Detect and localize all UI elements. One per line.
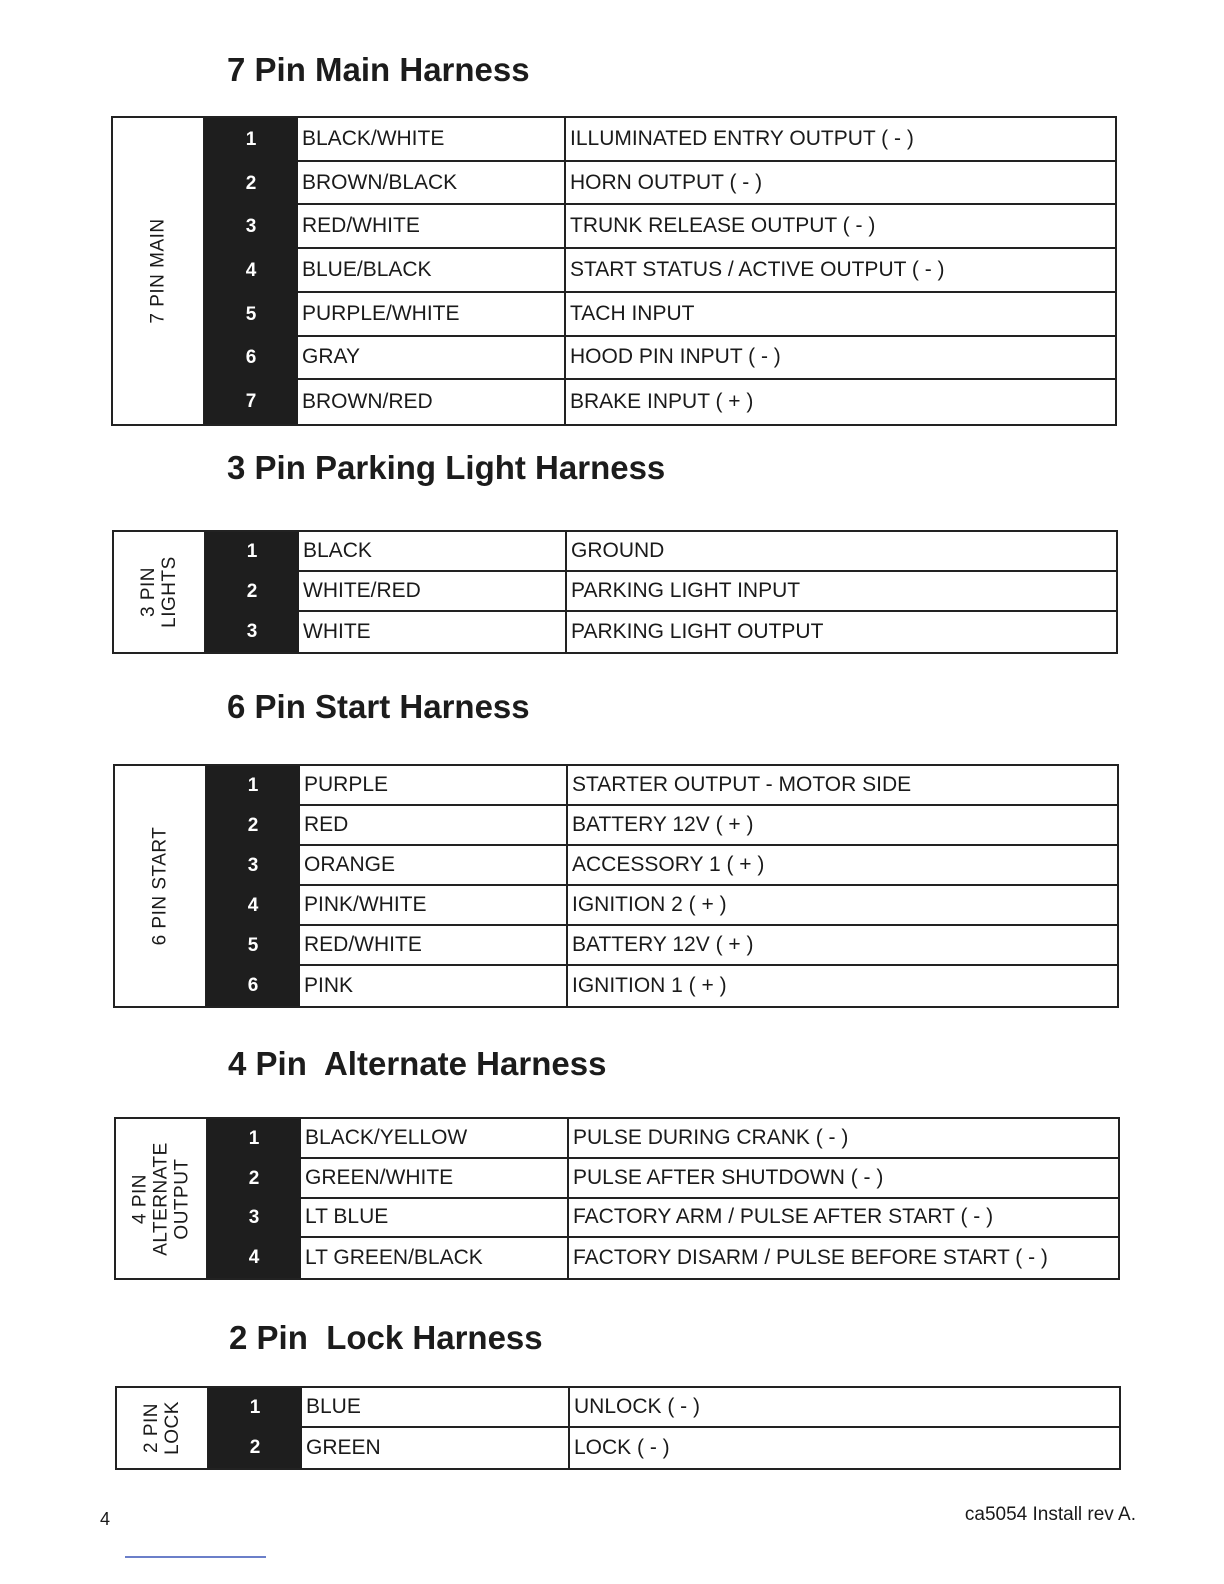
pin-rows (208, 1388, 1119, 1468)
wire-function: ILLUMINATED ENTRY OUTPUT ( - ) (566, 118, 1115, 162)
wire-color: PINK (300, 966, 568, 1006)
pin-number: 6 (206, 966, 300, 1006)
pin-number: 1 (208, 1388, 302, 1428)
wire-function: IGNITION 2 ( + ) (568, 886, 1117, 926)
pin-number: 2 (206, 806, 300, 846)
harness-table-4-pin-alternate (114, 1117, 1120, 1280)
pin-rows (207, 1119, 1118, 1278)
wire-color: PURPLE (300, 766, 568, 806)
pin-number: 2 (205, 572, 299, 612)
harness-side-label-cell (113, 118, 204, 424)
wire-function: BRAKE INPUT ( + ) (570, 390, 754, 414)
pin-number: 3 (205, 612, 299, 652)
wire-color: BLACK/WHITE (298, 118, 566, 162)
wire-function: IGNITION 1 ( + ) (572, 974, 727, 997)
wire-color: BROWN/RED (298, 380, 566, 424)
table-row (206, 806, 1117, 846)
wire-color: ORANGE (300, 846, 568, 886)
table-row (206, 966, 1117, 1006)
pin-number: 2 (204, 162, 298, 206)
pin-rows (204, 118, 1115, 424)
table-row (206, 846, 1117, 886)
wire-function: GROUND (567, 532, 1116, 572)
harness-side-label: 3 PIN LIGHTS (138, 556, 180, 628)
pin-number: 4 (204, 249, 298, 293)
harness-table-7-pin-main (111, 116, 1117, 426)
wire-function: LOCK ( - ) (574, 1436, 670, 1459)
table-row (207, 1238, 1118, 1278)
pin-number: 4 (207, 1238, 301, 1278)
wire-function: PULSE AFTER SHUTDOWN ( - ) (569, 1159, 1118, 1199)
table-row (204, 162, 1115, 206)
table-row (206, 886, 1117, 926)
table-row (204, 293, 1115, 337)
harness-side-label-cell (115, 766, 206, 1006)
wire-color: RED/WHITE (298, 205, 566, 249)
wire-color: RED (300, 806, 568, 846)
pin-number: 1 (207, 1119, 301, 1159)
table-row (208, 1388, 1119, 1428)
harness-side-label-cell (114, 532, 205, 652)
wire-color: LT GREEN/BLACK (301, 1238, 569, 1278)
wire-color: BLACK (299, 532, 567, 572)
wire-color: PURPLE/WHITE (298, 293, 566, 337)
wire-color: GREEN (302, 1428, 570, 1468)
wire-color: WHITE/RED (299, 572, 567, 612)
pin-number: 7 (204, 380, 298, 424)
table-row (205, 612, 1116, 652)
table-row (204, 118, 1115, 162)
table-row (207, 1119, 1118, 1159)
wire-function: PULSE DURING CRANK ( - ) (569, 1119, 1118, 1159)
pin-number: 2 (207, 1159, 301, 1199)
wire-function: UNLOCK ( - ) (570, 1388, 1119, 1428)
wire-function: BATTERY 12V ( + ) (568, 806, 1117, 846)
wire-function: HORN OUTPUT ( - ) (566, 162, 1115, 206)
table-row (207, 1159, 1118, 1199)
wire-function: HOOD PIN INPUT ( - ) (566, 337, 1115, 381)
section-title-6-pin-start: 6 Pin Start Harness (227, 688, 530, 725)
harness-side-label-cell (117, 1388, 208, 1468)
section-title-7-pin-main: 7 Pin Main Harness (227, 51, 530, 88)
wire-color: PINK/WHITE (300, 886, 568, 926)
wire-function: TACH INPUT (566, 293, 1115, 337)
section-title-3-pin-lights: 3 Pin Parking Light Harness (227, 449, 666, 486)
harness-table-3-pin-lights (112, 530, 1118, 654)
harness-side-label: 6 PIN START (149, 826, 171, 946)
table-row (208, 1428, 1119, 1468)
harness-table-2-pin-lock (115, 1386, 1121, 1470)
pin-number: 3 (206, 846, 300, 886)
harness-side-label-cell (116, 1119, 207, 1278)
harness-side-label: 7 PIN MAIN (147, 218, 169, 324)
harness-side-label: 4 PIN ALTERNATE OUTPUT (129, 1141, 193, 1256)
wire-color: BROWN/BLACK (298, 162, 566, 206)
pin-rows (206, 766, 1117, 1006)
pin-number: 3 (204, 205, 298, 249)
harness-side-label: 2 PIN LOCK (141, 1401, 183, 1455)
wire-function: ACCESSORY 1 ( + ) (568, 846, 1117, 886)
table-row (206, 766, 1117, 806)
table-row (204, 249, 1115, 293)
pin-number: 5 (204, 293, 298, 337)
wire-function: BATTERY 12V ( + ) (568, 926, 1117, 966)
table-row (206, 926, 1117, 966)
wire-function: PARKING LIGHT OUTPUT (571, 620, 824, 643)
wire-function: TRUNK RELEASE OUTPUT ( - ) (566, 205, 1115, 249)
table-row (205, 572, 1116, 612)
wire-color: GRAY (298, 337, 566, 381)
wire-function: START STATUS / ACTIVE OUTPUT ( - ) (566, 249, 1115, 293)
wire-color: WHITE (299, 612, 567, 652)
pin-number: 1 (206, 766, 300, 806)
wire-color: BLUE/BLACK (298, 249, 566, 293)
pin-number: 4 (206, 886, 300, 926)
pin-rows (205, 532, 1116, 652)
wire-function: FACTORY ARM / PULSE AFTER START ( - ) (569, 1199, 1118, 1239)
wire-color: LT BLUE (301, 1199, 569, 1239)
pin-number: 3 (207, 1199, 301, 1239)
wire-color: BLACK/YELLOW (301, 1119, 569, 1159)
section-title-4-pin-alternate: 4 Pin Alternate Harness (228, 1045, 607, 1082)
wire-color: RED/WHITE (300, 926, 568, 966)
wire-color: BLUE (302, 1388, 570, 1428)
table-row (207, 1199, 1118, 1239)
table-row (204, 337, 1115, 381)
section-title-2-pin-lock: 2 Pin Lock Harness (229, 1319, 543, 1356)
wire-function: PARKING LIGHT INPUT (567, 572, 1116, 612)
pin-number: 1 (205, 532, 299, 572)
page-number: 4 (100, 1509, 111, 1529)
document-id: ca5054 Install rev A. (964, 1504, 1136, 1525)
pin-number: 5 (206, 926, 300, 966)
wire-function: FACTORY DISARM / PULSE BEFORE START ( - ) (573, 1246, 1048, 1270)
footer-divider (125, 1556, 266, 1558)
pin-number: 2 (208, 1428, 302, 1468)
wire-function: STARTER OUTPUT - MOTOR SIDE (568, 766, 1117, 806)
table-row (204, 380, 1115, 424)
wire-color: GREEN/WHITE (301, 1159, 569, 1199)
pin-number: 6 (204, 337, 298, 381)
harness-table-6-pin-start (113, 764, 1119, 1008)
table-row (205, 532, 1116, 572)
table-row (204, 205, 1115, 249)
pin-number: 1 (204, 118, 298, 162)
